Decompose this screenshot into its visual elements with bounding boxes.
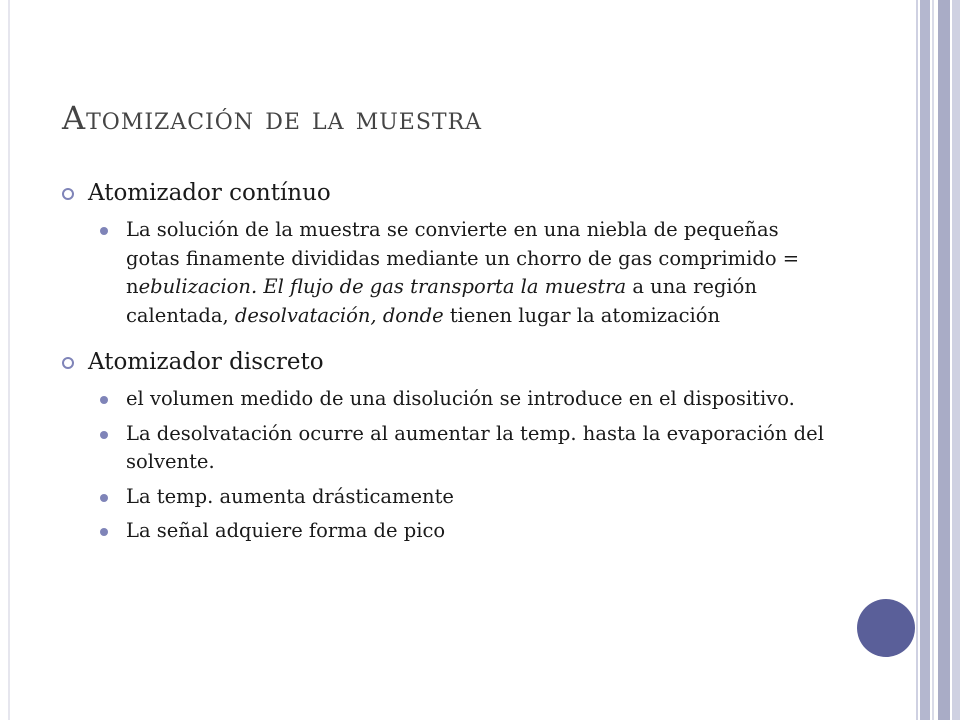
- list-item: [100, 385, 826, 414]
- stripe: [920, 0, 930, 720]
- bullet-text: La desolvatación ocurre al aumentar la temp. hasta la evaporación del solvente.: [126, 421, 824, 473]
- list-item: [100, 216, 826, 330]
- bullet-text: el volumen medido de una disolución se introduce en el dispositivo.: [126, 387, 795, 410]
- bullet-text-italic: desolvatación, donde: [234, 303, 444, 327]
- bullet-text: La señal adquiere forma de pico: [126, 519, 446, 542]
- list-item: [100, 483, 826, 512]
- stripe: [938, 0, 950, 720]
- dot-bullet-icon: [100, 528, 108, 536]
- bullet-text-part: a una región calentada,: [126, 275, 757, 327]
- section-heading-continuous: [62, 176, 822, 210]
- section-heading-label: Atomizador contínuo: [88, 180, 331, 206]
- dot-bullet-icon: [100, 431, 108, 439]
- stripe: [932, 0, 934, 720]
- bullet-text-italic: ebulizacion. El flujo de gas transporta la muestra: [138, 275, 627, 298]
- stripe: [952, 0, 960, 720]
- slide-content: [62, 176, 822, 546]
- slide-title: Atomización de la muestra: [62, 99, 483, 137]
- section-heading-discrete: [62, 345, 822, 379]
- bullet-text-part: La solución de la muestra se convierte en una niebla de pequeñas gotas finamente divididas mediante un chorro de gas comprimido = n: [126, 218, 800, 298]
- dot-bullet-icon: [100, 396, 108, 404]
- section-heading-label: Atomizador discreto: [88, 349, 324, 375]
- bullet-text: La temp. aumenta drásticamente: [126, 484, 454, 508]
- dot-bullet-icon: [100, 227, 108, 235]
- decorative-stripes: [916, 0, 960, 720]
- decorative-circle: [857, 599, 915, 657]
- list-item: [100, 420, 826, 477]
- left-border-line: [8, 0, 10, 720]
- dot-bullet-icon: [100, 494, 108, 502]
- stripe: [916, 0, 918, 720]
- bullet-text-part: tienen lugar la atomización: [443, 303, 721, 327]
- ring-bullet-icon: [62, 188, 74, 200]
- list-item: [100, 517, 826, 546]
- ring-bullet-icon: [62, 357, 74, 369]
